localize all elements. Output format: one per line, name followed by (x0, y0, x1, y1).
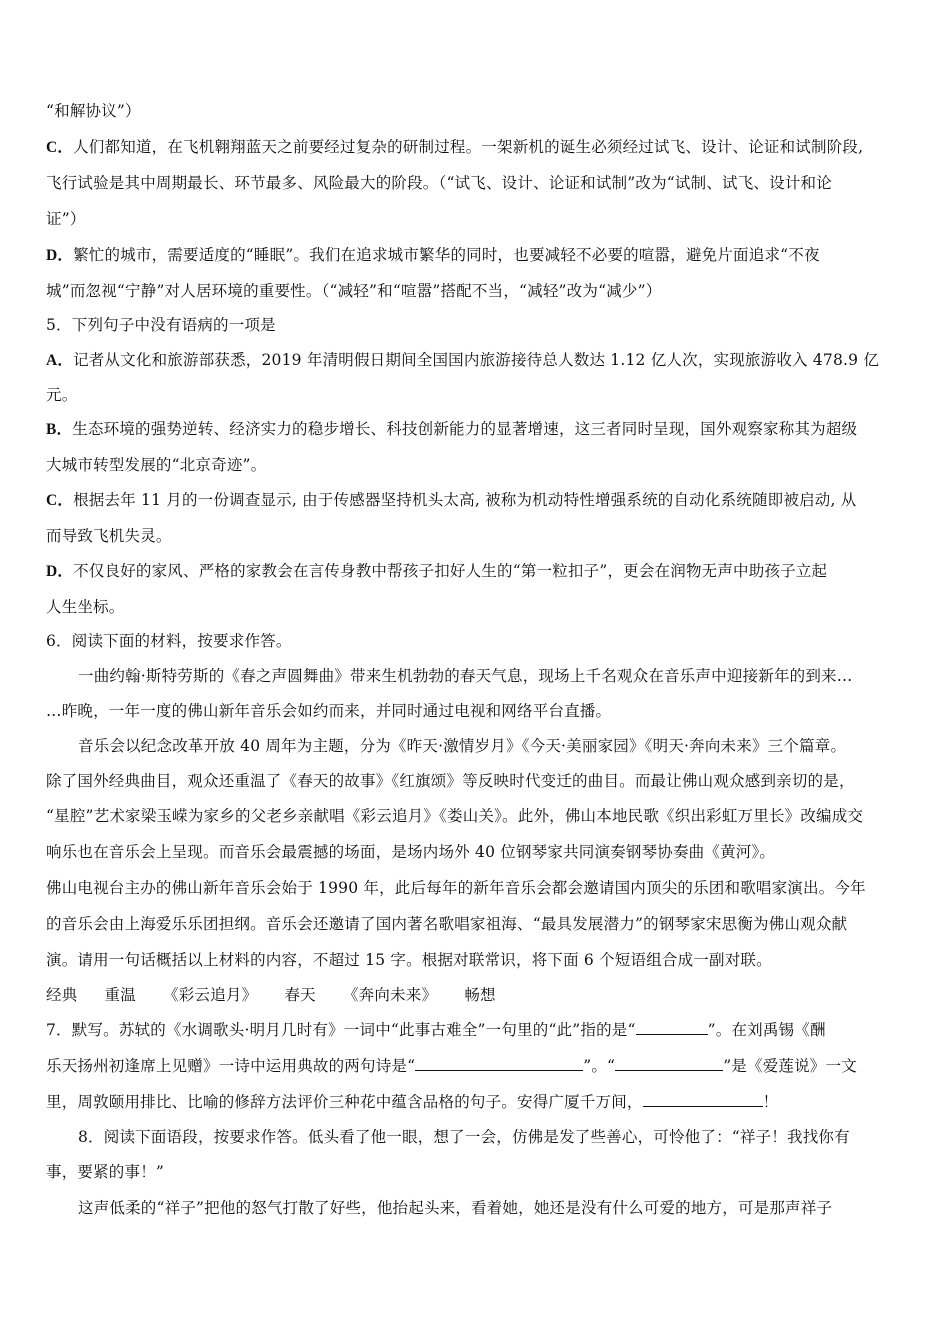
q6-phrase-list (46, 985, 916, 1005)
q4-option-c-line2: 飞行试验是其中周期最长、环节最多、风险最大的阶段。（“试飞、设计、论证和试制”改为“试制、试飞、设计和论 (46, 174, 832, 192)
option-label: D． (46, 563, 74, 580)
q4-tail: “和解协议”） (46, 102, 141, 120)
q6-paragraph-3: 佛山电视台主办的佛山新年音乐会始于 1990 年，此后每年的新年音乐会都会邀请国内顶尖的乐团和歌唱家演出。今年 (46, 879, 866, 897)
phrase: 《彩云追月》 (163, 986, 258, 1004)
q6-paragraph-2-line2: 除了国外经典曲目，观众还重温了《春天的故事》《红旗颂》等反映时代变迁的曲目。而最让佛山观众感到亲切的是， (46, 772, 855, 790)
option-label: C． (46, 492, 74, 509)
q5-option-b: B．生态环境的强势逆转、经济实力的稳步增长、科技创新能力的显著增速，这三者同时呈现，国外观察家称其为超级 (46, 420, 858, 438)
option-label: D． (46, 247, 74, 264)
option-label: A． (46, 352, 74, 369)
option-label: C． (46, 139, 74, 156)
q5-option-d: D．不仅良好的家风、严格的家教会在言传身教中帮孩子扣好人生的“第一粒扣子”，更会在润物无声中助孩子立起 (46, 562, 828, 580)
answer-blank[interactable] (643, 1092, 763, 1107)
q7-line2: 乐天扬州初逢席上见赠》一诗中运用典故的两句诗是“ ”。“ ”是《爱莲说》一文 (46, 1057, 857, 1075)
phrase: 重温 (104, 986, 136, 1004)
q8-stem: 8．阅读下面语段，按要求作答。低头看了他一眼，想了一会，仿佛是发了些善心，可怜他了：“祥子！我找你有 (78, 1128, 850, 1146)
q5-option-a: A．记者从文化和旅游部获悉，2019 年清明假日期间全国国内旅游接待总人数达 1.12 亿人次，实现旅游收入 478.9 亿 (46, 351, 880, 369)
answer-blank[interactable] (636, 1020, 708, 1035)
phrase: 畅想 (464, 986, 496, 1004)
q7-line3: 里，周敦颐用排比、比喻的修辞方法评价三种花中蕴含品格的句子。安得广厦千万间， ！ (46, 1093, 779, 1111)
q5-option-b-line2: 大城市转型发展的“北京奇迹”。 (46, 456, 267, 474)
q5-stem: 5．下列句子中没有语病的一项是 (46, 316, 276, 334)
answer-blank[interactable] (415, 1056, 583, 1071)
q4-option-d-line2: 城”而忽视“宁静”对人居环境的重要性。（“减轻”和“喧嚣”搭配不当，“减轻”改为“减少”） (46, 282, 662, 300)
q6-paragraph-3-line3: 演。请用一句话概括以上材料的内容，不超过 15 字。根据对联常识，将下面 6 个短语组合成一副对联。 (46, 951, 772, 969)
q5-option-c-line2: 而导致飞机失灵。 (46, 527, 172, 545)
q5-option-d-line2: 人生坐标。 (46, 598, 125, 616)
q7-line1: 7．默写。苏轼的《水调歌头·明月几时有》一词中“此事古难全”一句里的“此”指的是“ ”。在刘禹锡《酬 (46, 1021, 826, 1039)
option-label: B． (46, 421, 73, 438)
phrase: 经典 (46, 986, 78, 1004)
phrase: 《奔向未来》 (342, 986, 438, 1004)
q6-paragraph-3-line2: 的音乐会由上海爱乐乐团担纲。音乐会还邀请了国内著名歌唱家祖海、“最具发展潜力”的钢琴家宋思衡为佛山观众献 (46, 915, 848, 933)
q6-paragraph-2-line4: 响乐也在音乐会上呈现。而音乐会最震撼的场面，是场内场外 40 位钢琴家共同演奏钢琴协奏曲《黄河》。 (46, 843, 776, 861)
q6-paragraph-1: 一曲约翰·斯特劳斯的《春之声圆舞曲》带来生机勃勃的春天气息，现场上千名观众在音乐声中迎接新年的到来… (78, 667, 853, 685)
q4-option-d: D．繁忙的城市，需要适度的“睡眠”。我们在追求城市繁华的同时，也要减轻不必要的喧嚣，避免片面追求“不夜 (46, 246, 820, 264)
q4-option-c: C．人们都知道，在飞机翱翔蓝天之前要经过复杂的研制过程。一架新机的诞生必须经过试飞、设计、论证和试制阶段, (46, 138, 864, 156)
q8-stem-line2: 事，要紧的事！” (46, 1163, 165, 1181)
q5-option-c: C．根据去年 11 月的一份调查显示, 由于传感器坚持机头太高, 被称为机动特性增强系统的自动化系统随即被启动, 从 (46, 491, 857, 509)
q6-stem: 6．阅读下面的材料，按要求作答。 (46, 632, 292, 650)
q4-option-c-line3: 证”） (46, 210, 86, 228)
q5-option-a-line2: 元。 (46, 386, 78, 404)
q8-passage: 这声低柔的“祥子”把他的怒气打散了好些，他抬起头来，看着她，她还是没有什么可爱的地方，可是那声祥子 (78, 1199, 833, 1217)
q6-paragraph-2: 音乐会以纪念改革开放 40 周年为主题，分为《昨天·激情岁月》《今天·美丽家园》《明天·奔向未来》三个篇章。 (78, 737, 847, 755)
q6-paragraph-1-line2: …昨晚，一年一度的佛山新年音乐会如约而来，并同时通过电视和网络平台直播。 (46, 702, 612, 720)
phrase: 春天 (284, 986, 316, 1004)
q6-paragraph-2-line3: “星腔”艺术家梁玉嵘为家乡的父老乡亲献唱《彩云追月》《娄山关》。此外，佛山本地民歌《织出彩虹万里长》改编成交 (46, 807, 864, 825)
answer-blank[interactable] (615, 1056, 723, 1071)
